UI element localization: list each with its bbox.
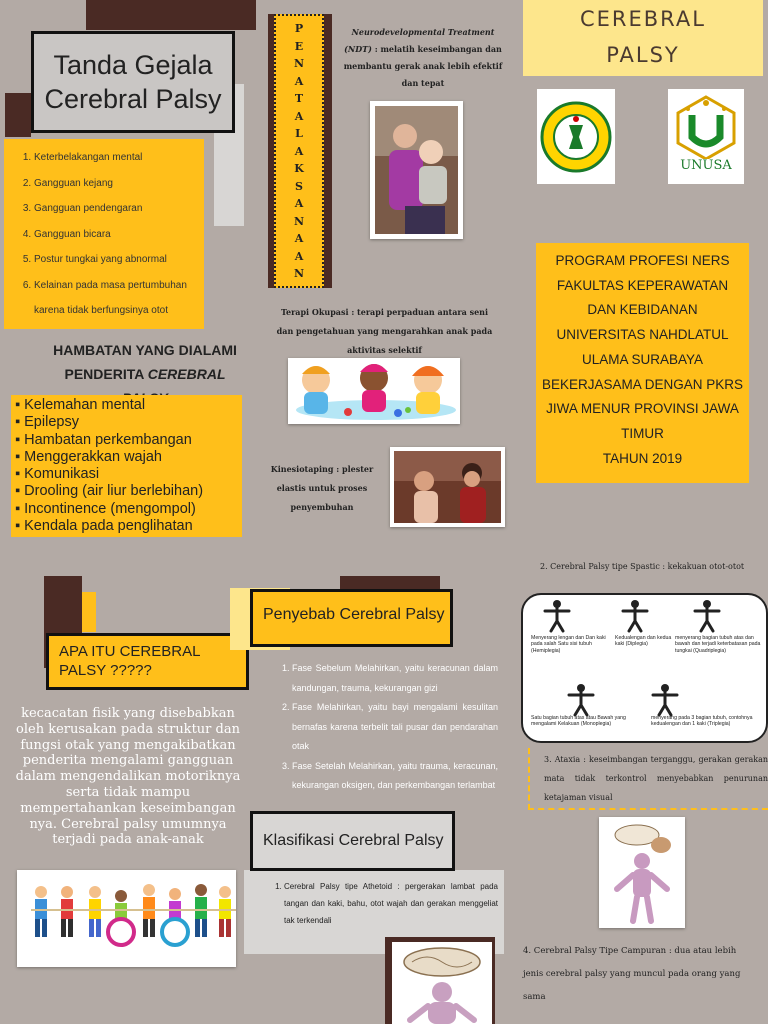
ataxia-box	[528, 748, 768, 810]
causes-list	[258, 659, 498, 796]
terapi-okupasi-illustration	[288, 358, 460, 424]
children-illustration	[17, 870, 236, 967]
hambatan-italic: CEREBRAL	[147, 366, 226, 382]
vertical-letter: S	[295, 179, 303, 193]
vertical-letter: K	[294, 162, 304, 175]
cause-item: 3. Fase Setelah Melahirkan, yaitu trauma, keracunan, kekurangan oksigen, dan perkembangan terlambat	[292, 757, 498, 796]
program-line: TIMUR	[621, 425, 664, 441]
ataxia-text: 3. Ataxia : keseimbangan terganggu, gerakan gerakan mata tidak terkontrol menyebabkan penurunan ketajaman visual	[544, 755, 768, 802]
vertical-letter: N	[293, 267, 305, 280]
cause-item: 2. Fase Melahirkan, yaitu bayi mengalami kesulitan bernafas karena terbelit tali pusar dan pendarahan otak	[292, 698, 498, 757]
program-line: PROGRAM PROFESI NERS	[555, 253, 730, 268]
quadriplegia-figure-icon	[687, 599, 727, 633]
symptoms-box	[4, 139, 204, 329]
children-painting-image	[288, 358, 460, 424]
symptom-item: 4. Gangguan bicara	[34, 222, 204, 248]
hambatan-line-1: HAMBATAN YANG DIALAMI	[53, 342, 237, 358]
vertical-letter: N	[293, 57, 305, 70]
triplegia-caption: menyerang pada 3 bagian tubuh, contohnya kedualengan dan 1 kaki (Triplegia)	[651, 715, 753, 728]
obstacle-item: ▪ Kelemahan mental	[29, 397, 242, 414]
kinesiotaping-text: Kinesiotaping : plester elastis untuk proses penyembuhan	[270, 464, 374, 512]
program-text	[536, 249, 749, 471]
diplegia-caption: Kedualengan dan kedua kaki (Diplegia)	[615, 635, 672, 648]
program-line: BEKERJASAMA DENGAN PKRS	[541, 376, 744, 392]
program-line: UNIVERSITAS NAHDLATUL	[556, 327, 729, 343]
klasifikasi-list	[254, 878, 498, 929]
ndt-text	[342, 24, 504, 92]
vertical-letter: A	[294, 232, 304, 245]
main-title-line-1: CEREBRAL	[579, 7, 706, 31]
vertical-letter: T	[294, 92, 304, 105]
program-line: DAN KEBIDANAN	[587, 302, 698, 318]
quadriplegia-caption: menyerang bagian tubuh atas dan bawah dan terjadi keterbatasan pada tungkai (Quadriplegia)	[675, 635, 761, 654]
vertical-letter: A	[294, 144, 304, 158]
cerebral-palsy-title-box	[523, 0, 763, 76]
klasifikasi-item: 1. Cerebral Palsy tipe Athetoid : pergerakan lambat pada tangan dan kaki, bahu, otot wajah dan gerakan menggeliat tak terkendali	[284, 878, 498, 929]
obstacles-box	[11, 395, 242, 537]
program-box	[536, 243, 749, 483]
ndt-body: : melatih keseimbangan dan membantu gerak anak lebih efektif dan tepat	[343, 44, 503, 88]
penyebab-title: Penyebab Cerebral Palsy	[263, 606, 445, 623]
vertical-letter: N	[293, 214, 305, 228]
program-line: ULAMA SURABAYA	[581, 351, 704, 367]
campuran-text: 4. Cerebral Palsy Tipe Campuran : dua atau lebih jenis cerebral palsy yang muncul pada orang yang sama	[523, 946, 741, 1002]
obstacle-item: ▪ Komunikasi	[29, 466, 242, 483]
penatalaksanaan-vertical-box	[274, 14, 324, 288]
obstacle-item: ▪ Drooling (air liur berlebihan)	[29, 483, 242, 500]
symptom-item: 1. Keterbelakangan mental	[34, 145, 204, 171]
mother-and-child-photo	[375, 106, 458, 234]
brain-and-body-image	[392, 942, 492, 1024]
unusa-logo-text: UNUSA	[680, 158, 732, 173]
ataxia-illustration	[599, 817, 685, 928]
rs-jiwa-menur-logo	[537, 89, 615, 184]
hospital-logo-icon	[537, 89, 615, 184]
obstacle-item: ▪ Epilepsy	[29, 414, 242, 431]
vertical-letter: A	[294, 249, 304, 263]
children-holding-hands-image	[17, 870, 236, 967]
obstacle-item: ▪ Incontinence (mengompol)	[29, 501, 242, 518]
spastic-text: 2. Cerebral Palsy tipe Spastic : kekakuan otot-otot	[540, 562, 745, 571]
spastic-diagram	[521, 593, 768, 743]
hambatan-prefix: PENDERITA	[64, 366, 148, 382]
definition-text: kecacatan fisik yang disebabkan oleh kerusakan pada struktur dan fungsi otak yang mengakibatkan penderita mengalami gangguan dalam mengendalikan motoriknya serta tidak mampu mempertahankan keseimbangan nya. Cerebral palsy umumnya terjadi pada anak-anak	[15, 706, 241, 848]
brain-body-ataxia-image	[603, 821, 681, 924]
vertical-letter: A	[294, 74, 304, 88]
tanda-gejala-title-box	[31, 31, 235, 133]
program-line: JIWA MENUR PROVINSI JAWA	[546, 401, 739, 417]
tanda-gejala-title	[34, 34, 232, 116]
athetoid-brain-image	[392, 942, 492, 1024]
vertical-letter: P	[294, 22, 304, 35]
main-title-line-2: PALSY	[606, 43, 680, 67]
klasifikasi-title-box	[250, 811, 455, 871]
klasifikasi-title: Klasifikasi Cerebral Palsy	[263, 832, 444, 849]
symptom-item: 2. Gangguan kejang	[34, 171, 204, 197]
penyebab-title-box	[250, 589, 453, 647]
unusa-logo-icon	[668, 89, 744, 159]
cause-item: 1. Fase Sebelum Melahirkan, yaitu keracunan dalam kandungan, trauma, kekurangan gizi	[292, 659, 498, 698]
obstacle-item: ▪ Hambatan perkembangan	[29, 432, 242, 449]
vertical-letter: A	[294, 109, 304, 123]
symptom-item: 6. Kelainan pada masa pertumbuhan karena tidak berfungsinya otot	[34, 273, 204, 324]
obstacle-item: ▪ Kendala pada penglihatan	[29, 518, 242, 535]
apa-title-box	[46, 633, 249, 690]
unusa-logo	[668, 89, 744, 184]
penatalaksanaan-vertical-text	[276, 16, 322, 283]
title-line-2: Cerebral Palsy	[44, 84, 222, 114]
apa-title	[59, 642, 246, 680]
ndt-italic: Neurodevelopmental Treatment (NDT)	[344, 27, 495, 54]
main-title	[523, 0, 763, 73]
triplegia-figure-icon	[645, 683, 685, 717]
monoplegia-caption: Satu bagian tubuh atas atau Bawah yang mengalami Kelakuan (Monoplegia)	[531, 715, 626, 728]
vertical-letter: A	[294, 197, 304, 210]
vertical-letter: L	[295, 127, 303, 140]
kinesiotaping-therapy-photo	[394, 451, 501, 523]
left-side-dark-block	[5, 93, 31, 137]
apa-yellow-block	[82, 592, 96, 632]
diplegia-figure-icon	[615, 599, 655, 633]
apa-line-1: APA ITU CEREBRAL	[59, 643, 201, 660]
monoplegia-figure-icon	[561, 683, 601, 717]
title-line-1: Tanda Gejala	[53, 50, 213, 80]
obstacle-item: ▪ Menggerakkan wajah	[29, 449, 242, 466]
terapi-okupasi-text: Terapi Okupasi : terapi perpaduan antara seni dan pengetahuan yang mengarahkan anak pada aktivitas selektif	[276, 307, 493, 355]
kinesiotaping-photo	[390, 447, 505, 527]
symptom-item: 5. Postur tungkai yang abnormal	[34, 247, 204, 273]
vertical-letter: E	[294, 39, 304, 53]
symptom-item: 3. Gangguan pendengaran	[34, 196, 204, 222]
left-top-dark-block	[86, 0, 256, 30]
hemiplegia-figure-icon	[537, 599, 577, 633]
program-line: FAKULTAS KEPERAWATAN	[556, 277, 729, 293]
ndt-photo	[370, 101, 463, 239]
hemiplegia-caption: Menyerang lengan dan Dan kaki pada salah Satu sisi tubuh (Hemiplegia)	[531, 635, 606, 654]
program-line: TAHUN 2019	[602, 450, 683, 466]
apa-line-2: PALSY ?????	[59, 662, 152, 679]
